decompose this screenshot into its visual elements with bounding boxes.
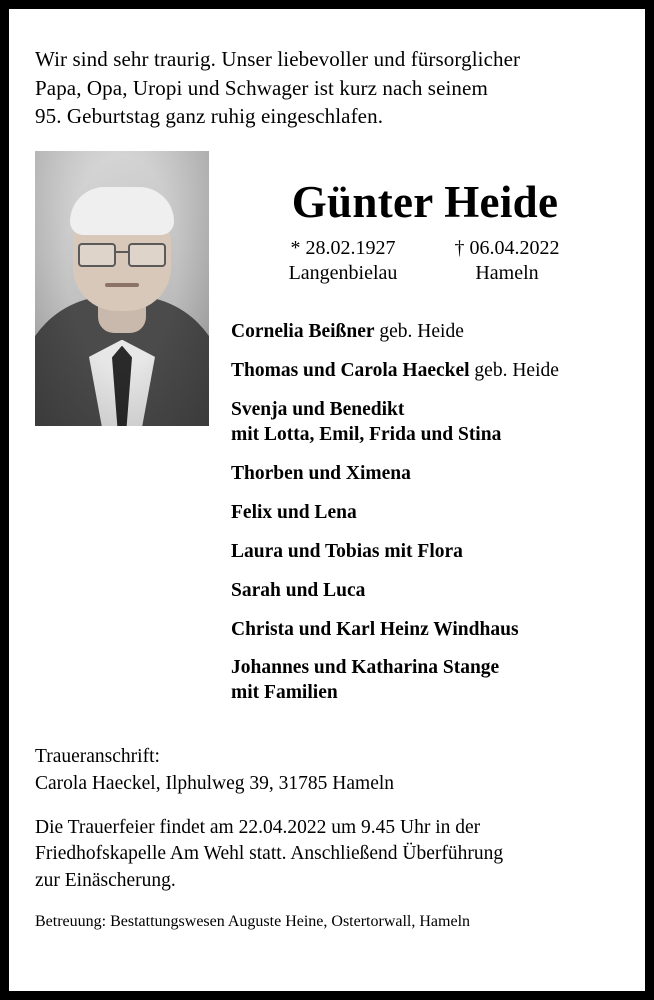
deceased-name: Günter Heide	[291, 176, 559, 227]
life-dates	[231, 236, 619, 286]
main-block	[35, 151, 619, 721]
survivor-children: mit Lotta, Emil, Frida und Stina	[231, 423, 502, 445]
survivor-name: Johannes und Katharina Stange	[231, 657, 500, 679]
survivor-families: mit Familien	[231, 682, 338, 704]
intro-line: Papa, Opa, Uropi und Schwager ist kurz nach seinem	[35, 75, 488, 100]
survivor-suffix: geb. Heide	[374, 320, 464, 342]
list-item	[231, 462, 619, 487]
survivor-suffix: geb. Heide	[469, 359, 559, 381]
death-info	[447, 236, 567, 286]
survivor-name: Svenja und Benedikt	[231, 398, 405, 420]
portrait-photo	[35, 151, 209, 426]
birth-line	[283, 236, 403, 261]
portrait-vignette	[35, 151, 209, 426]
list-item	[231, 579, 619, 604]
funeral-home-credit: Betreuung: Bestattungswesen Auguste Heine, Ostertorwall, Hameln	[35, 912, 471, 930]
survivor-name: Laura und Tobias mit Flora	[231, 540, 463, 562]
list-item	[231, 618, 619, 643]
mourning-address-label: Traueranschrift:	[35, 746, 160, 768]
survivor-name: Felix und Lena	[231, 501, 357, 523]
service-line: Die Trauerfeier findet am 22.04.2022 um 9.45 Uhr in der	[35, 817, 481, 838]
list-item	[231, 359, 619, 384]
survivors-list	[231, 320, 619, 706]
service-line: Friedhofskapelle Am Wehl statt. Anschließend Überführung	[35, 843, 504, 865]
intro-text	[35, 45, 619, 131]
birth-symbol: *	[290, 236, 301, 259]
survivor-name: Thorben und Ximena	[231, 462, 411, 484]
intro-line: 95. Geburtstag ganz ruhig eingeschlafen.	[35, 104, 384, 129]
survivor-name: Thomas und Carola Haeckel	[231, 359, 470, 381]
mourning-address	[35, 744, 619, 797]
death-place: Hameln	[475, 261, 539, 284]
list-item	[231, 501, 619, 526]
list-item	[231, 540, 619, 565]
intro-line: Wir sind sehr traurig. Unser liebevoller und fürsorglicher	[35, 47, 521, 71]
list-item	[231, 656, 619, 706]
list-item	[231, 320, 619, 345]
birth-place: Langenbielau	[288, 261, 398, 284]
service-line: zur Einäscherung.	[35, 869, 176, 891]
birth-info	[283, 236, 403, 286]
mourning-address-value: Carola Haeckel, Ilphulweg 39, 31785 Hameln	[35, 772, 395, 794]
death-symbol: †	[454, 236, 465, 259]
death-date: 06.04.2022	[469, 236, 560, 259]
survivor-name: Christa und Karl Heinz Windhaus	[231, 618, 519, 640]
list-item	[231, 398, 619, 448]
survivor-name: Sarah und Luca	[231, 579, 366, 601]
footer-info	[35, 744, 619, 932]
birth-date: 28.02.1927	[305, 236, 396, 259]
right-column	[231, 151, 619, 721]
survivor-name: Cornelia Beißner	[231, 320, 375, 342]
death-line	[447, 236, 567, 261]
service-details	[35, 815, 619, 894]
